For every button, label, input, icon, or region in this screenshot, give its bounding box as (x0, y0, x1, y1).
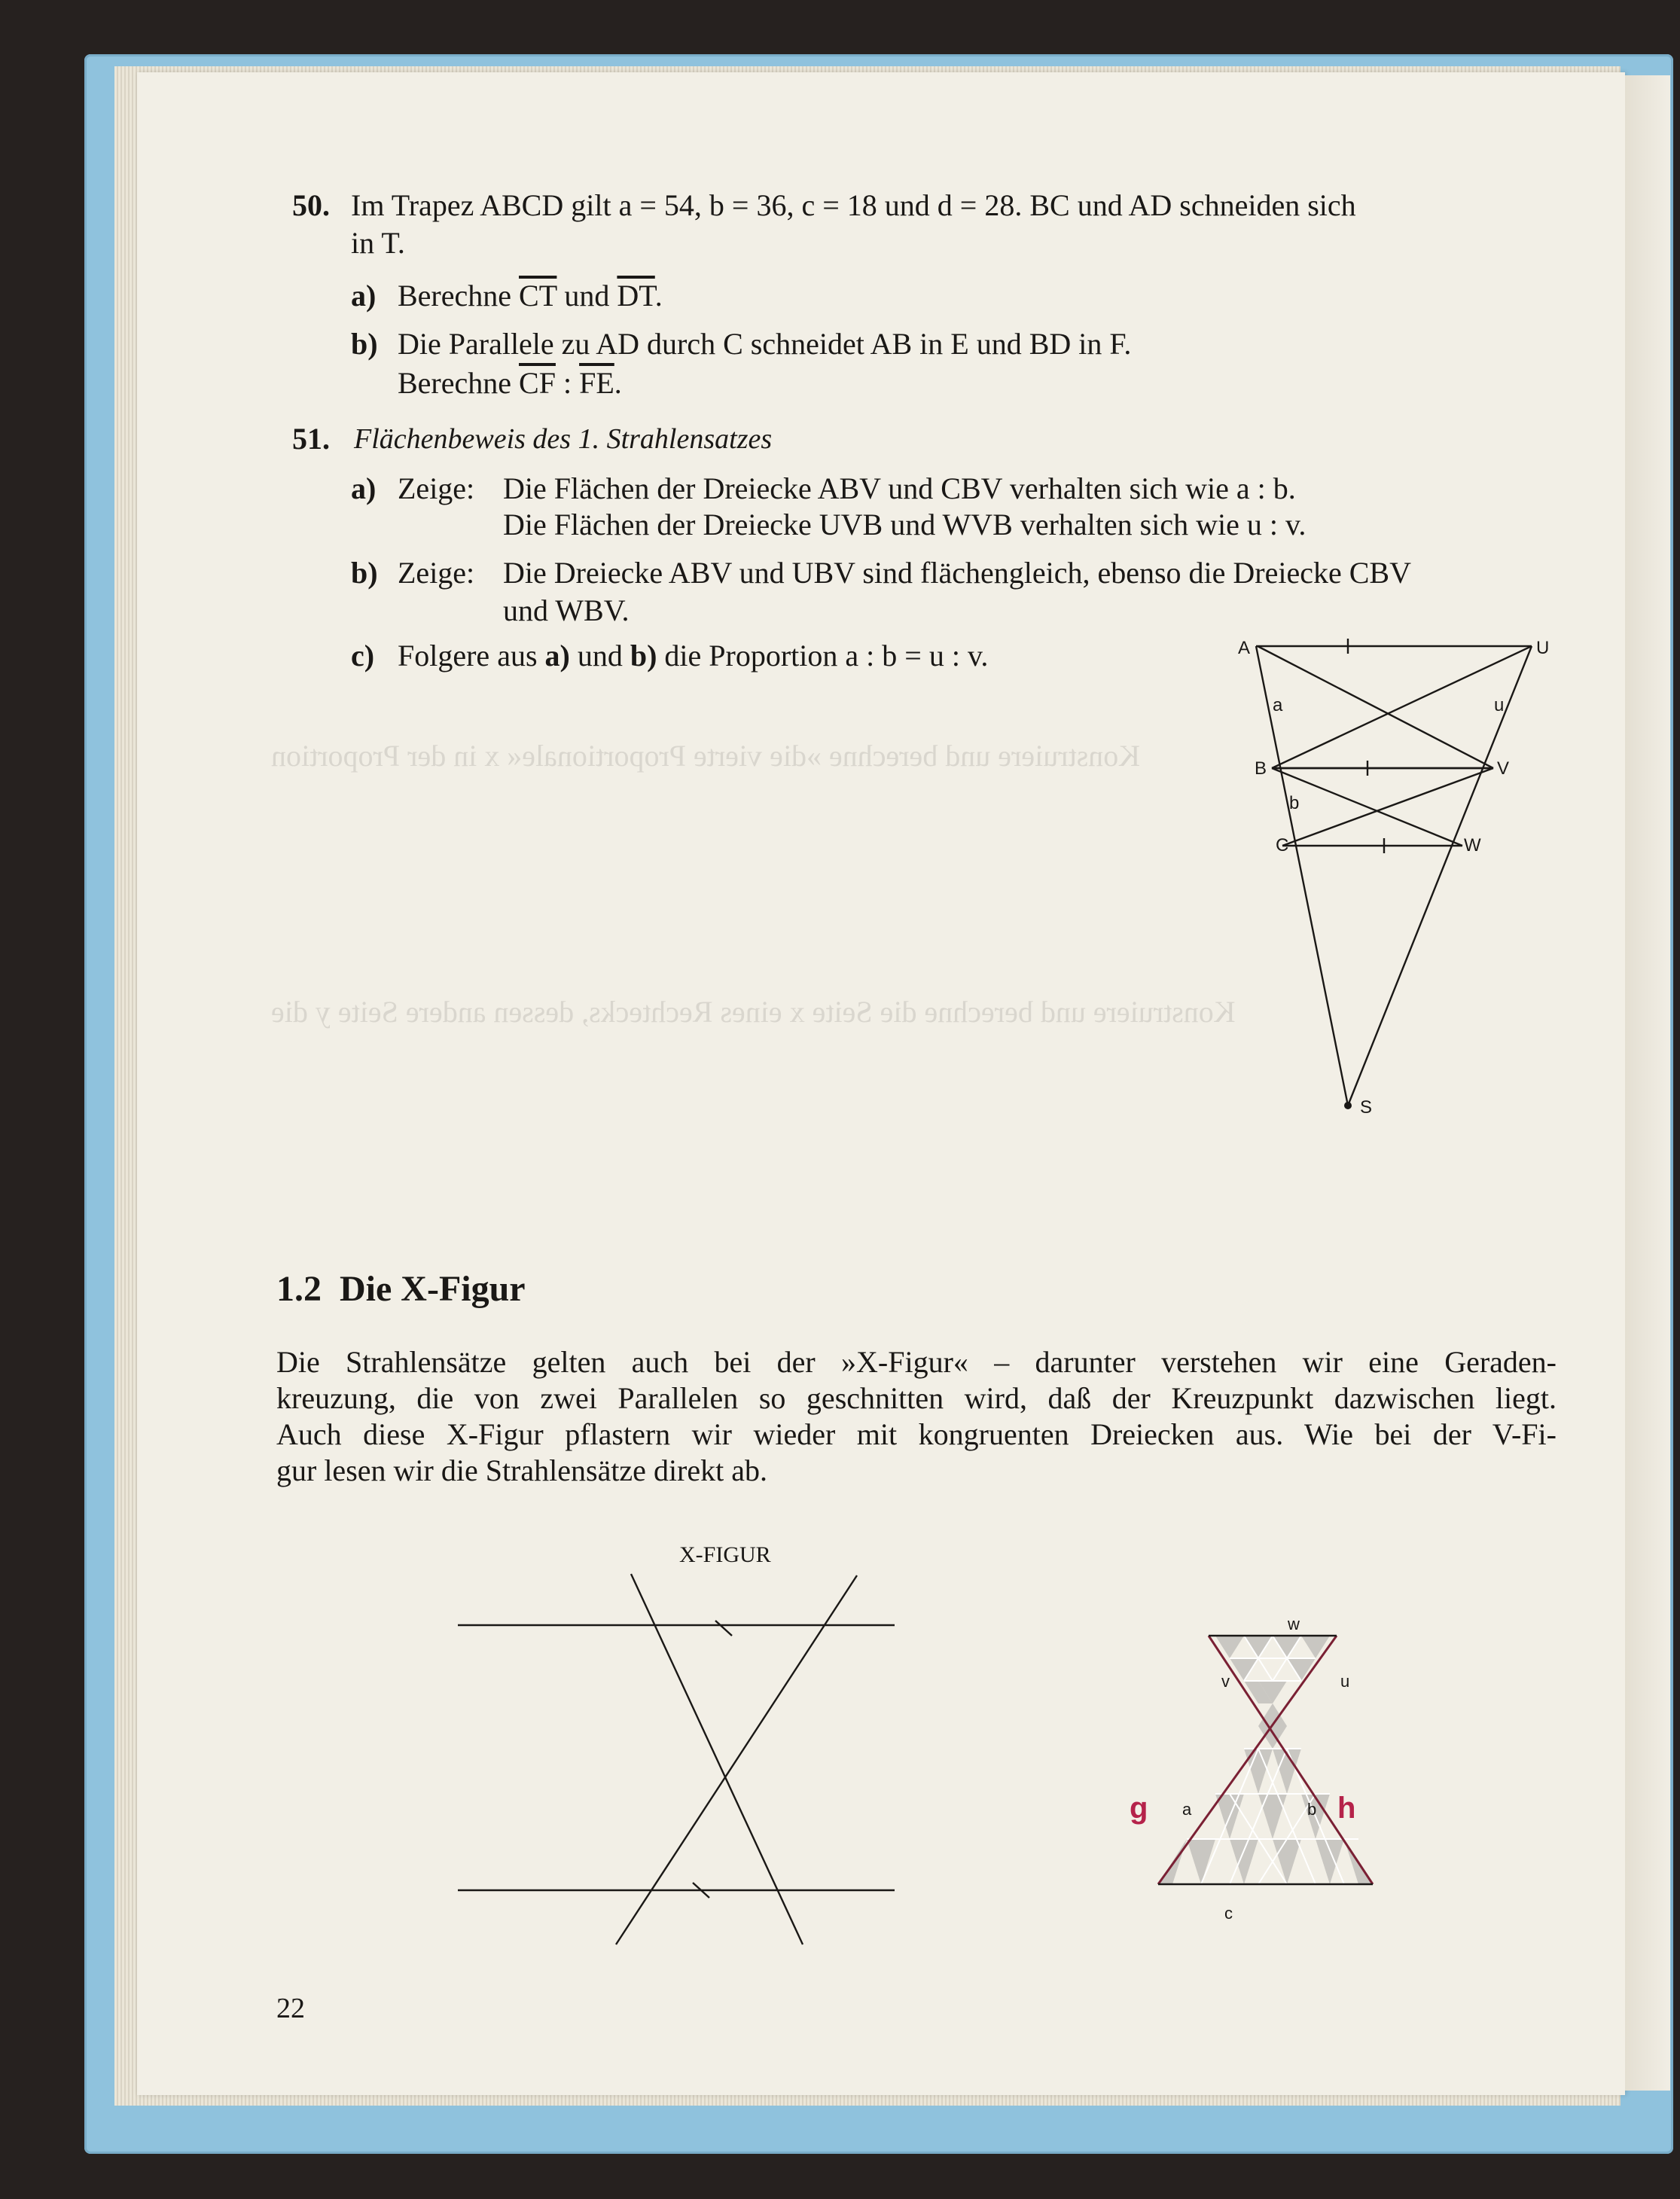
label-S: S (1360, 1097, 1373, 1118)
label-c: c (1224, 1904, 1233, 1923)
label-a: a (1182, 1800, 1192, 1819)
exercise-50b-text: Berechne $\overline{CF}$ : $\overline{FE}$. (398, 366, 622, 400)
crossing-line-1 (631, 1574, 803, 1944)
label-W: W (1464, 835, 1481, 856)
subtask-label: b) (351, 327, 378, 361)
tile-triangle (1258, 1794, 1287, 1839)
tile-triangle (1244, 1636, 1273, 1658)
tile-triangle (1316, 1839, 1344, 1884)
ray-US (1348, 646, 1532, 1106)
exercise-51b-text: Die Dreiecke ABV und UBV sind flächengleich, ebenso die Dreiecke CBV (503, 556, 1411, 590)
exercise-50-text: Im Trapez ABCD gilt a = 54, b = 36, c = 18 und d = 28. BC und AD schneiden sich (351, 188, 1356, 222)
label-b: b (1289, 793, 1300, 813)
line-BU (1272, 646, 1532, 768)
x-figure-diagram (452, 1566, 919, 1958)
exercise-number: 51. (292, 422, 330, 456)
paragraph-line: kreuzung, die von zwei Parallelen so geschnitten wird, daß der Kreuzpunkt dazwischen liegt. (276, 1381, 1557, 1415)
section-heading: 1.2 Die X-Figur (276, 1269, 526, 1309)
paragraph-line: Die Strahlensätze gelten auch bei der »X-Figur« – darunter verstehen wir eine Geraden- (276, 1345, 1557, 1379)
label-U: U (1536, 638, 1550, 658)
line-AV (1258, 646, 1493, 768)
bleed-through-text: Konstruiere und berechne die Seite x eines Rechtecks, dessen andere Seite y die (271, 995, 1236, 1029)
subtask-verb: Zeige: (398, 471, 475, 505)
exercise-50a-text: Berechne $\overline{CT}$ und $\overline{DT}$. (398, 279, 663, 313)
ray-AS (1256, 646, 1348, 1106)
label-w: w (1288, 1615, 1300, 1633)
point-S (1344, 1102, 1352, 1109)
label-v: v (1221, 1672, 1230, 1691)
paragraph-line: Auch diese X-Figur pflastern wir wieder mit kongruenten Dreiecken aus. Wie bei der V-Fi- (276, 1417, 1557, 1451)
hourglass-figure (1084, 1604, 1401, 1928)
section-paragraph (276, 1344, 1557, 1489)
exercise-51a-text: Die Flächen der Dreiecke UVB und WVB verhalten sich wie u : v. (503, 508, 1306, 541)
line-CV (1282, 768, 1493, 846)
subtask-label: c) (351, 639, 375, 673)
exercise-50b-text: Die Parallele zu AD durch C schneidet AB in E und BD in F. (398, 327, 1132, 361)
x-figure-label: X-FIGUR (679, 1542, 771, 1567)
tile-triangle (1273, 1636, 1301, 1658)
label-b: b (1307, 1800, 1317, 1819)
facing-page-edge (1625, 75, 1670, 2091)
exercise-51b-text: und WBV. (503, 593, 630, 627)
subtask-label: a) (351, 471, 377, 505)
page-number: 22 (276, 1993, 305, 2024)
bleed-through-text: Konstruiere und berechne »die vierte Proportionale« x in der Proportion (271, 739, 1141, 773)
label-C: C (1276, 835, 1289, 856)
tile-triangle (1301, 1636, 1330, 1658)
label-B: B (1255, 758, 1267, 779)
label-u: u (1340, 1672, 1350, 1691)
subtask-verb: Zeige: (398, 556, 475, 590)
line-BW (1272, 768, 1462, 846)
exercise-51a-text: Die Flächen der Dreiecke ABV und CBV verhalten sich wie a : b. (503, 471, 1296, 505)
label-a: a (1273, 695, 1283, 715)
tile-triangle (1258, 1703, 1287, 1726)
tile-triangle (1273, 1839, 1301, 1884)
v-figure-diagram (1235, 633, 1566, 1130)
label-V: V (1497, 758, 1510, 779)
label-A: A (1238, 638, 1251, 658)
tile-triangle (1230, 1658, 1258, 1681)
subtask-label: b) (351, 556, 378, 590)
label-g: g (1130, 1792, 1148, 1825)
tile-triangle (1215, 1636, 1244, 1658)
exercise-51-title: Flächenbeweis des 1. Strahlensatzes (354, 423, 773, 455)
label-h: h (1337, 1792, 1356, 1825)
crossing-line-2 (616, 1575, 857, 1944)
exercise-number: 50. (292, 188, 330, 222)
paragraph-line: gur lesen wir die Strahlensätze direkt ab. (276, 1453, 767, 1487)
subtask-label: a) (351, 279, 377, 313)
label-u: u (1494, 695, 1505, 715)
tick-mark (715, 1621, 732, 1636)
exercise-50-text: in T. (351, 226, 405, 260)
exercise-51c-text: Folgere aus a) und b) die Proportion a : b = u : v. (398, 639, 989, 673)
tile-triangle (1230, 1839, 1258, 1884)
